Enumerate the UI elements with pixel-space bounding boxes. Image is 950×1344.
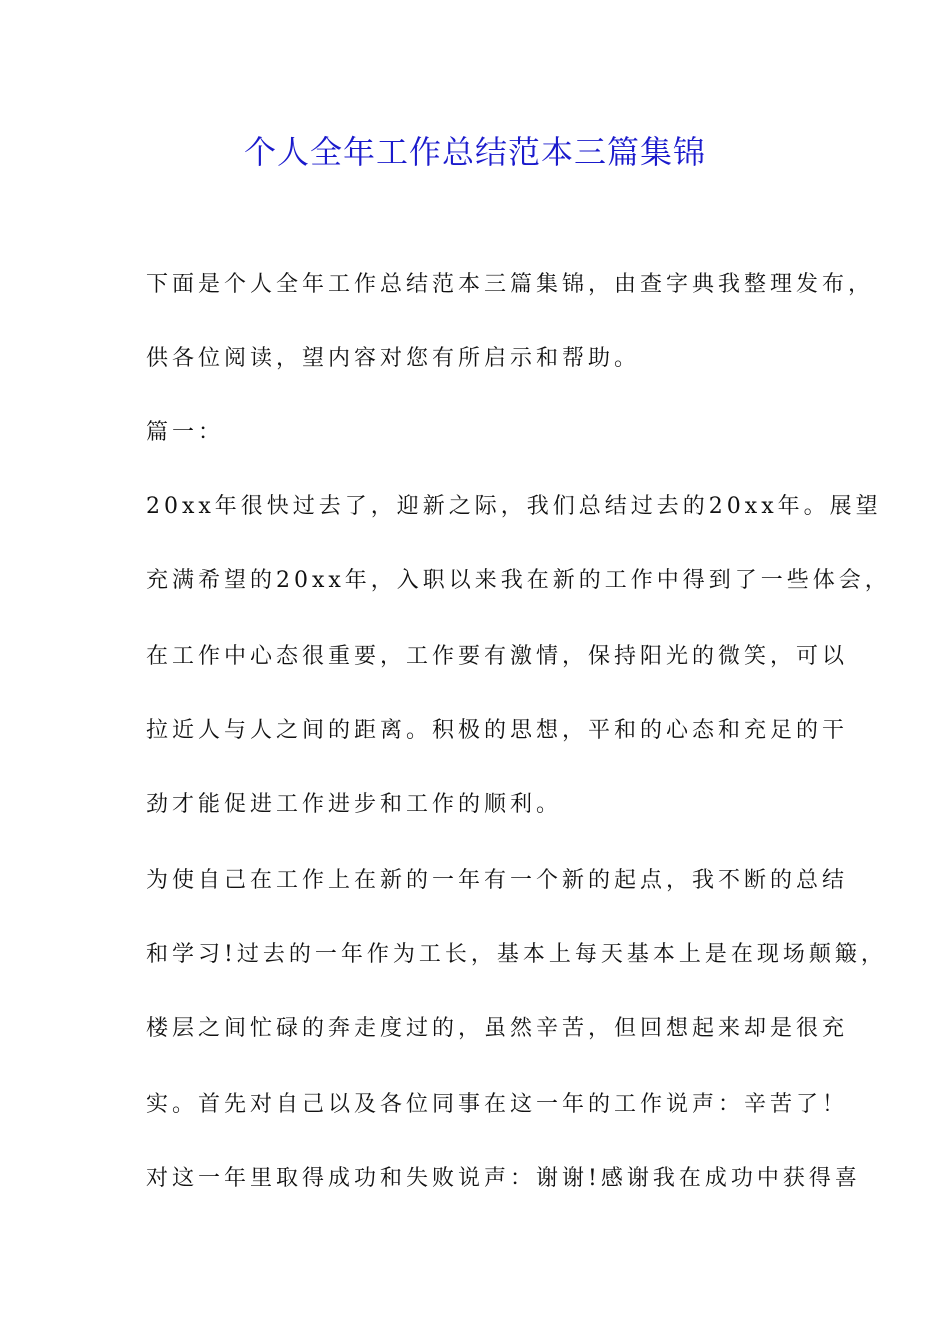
paragraph-line: 供各位阅读，望内容对您有所启示和帮助。	[146, 346, 641, 371]
paragraph-line: 下面是个人全年工作总结范本三篇集锦，由查字典我整理发布，	[146, 272, 875, 297]
paragraph-line: 20xx年很快过去了，迎新之际，我们总结过去的20xx年。展望	[146, 494, 882, 519]
paragraph-line: 对这一年里取得成功和失败说声：谢谢!感谢我在成功中获得喜	[146, 1166, 861, 1191]
document-title: 个人全年工作总结范本三篇集锦	[243, 133, 706, 171]
paragraph-line: 充满希望的20xx年，入职以来我在新的工作中得到了一些体会，	[146, 568, 891, 593]
paragraph-line: 在工作中心态很重要，工作要有激情，保持阳光的微笑，可以	[146, 644, 849, 669]
paragraph-line: 为使自己在工作上在新的一年有一个新的起点，我不断的总结	[146, 868, 849, 893]
paragraph-line: 楼层之间忙碌的奔走度过的，虽然辛苦，但回想起来却是很充	[146, 1016, 849, 1041]
paragraph-line: 劲才能促进工作进步和工作的顺利。	[146, 792, 563, 817]
paragraph-line: 和学习!过去的一年作为工长，基本上每天基本上是在现场颠簸，	[146, 942, 887, 967]
section-heading: 篇一：	[146, 420, 225, 445]
paragraph-line: 实。首先对自己以及各位同事在这一年的工作说声：辛苦了！	[146, 1092, 849, 1117]
paragraph-line: 拉近人与人之间的距离。积极的思想，平和的心态和充足的干	[146, 718, 849, 743]
